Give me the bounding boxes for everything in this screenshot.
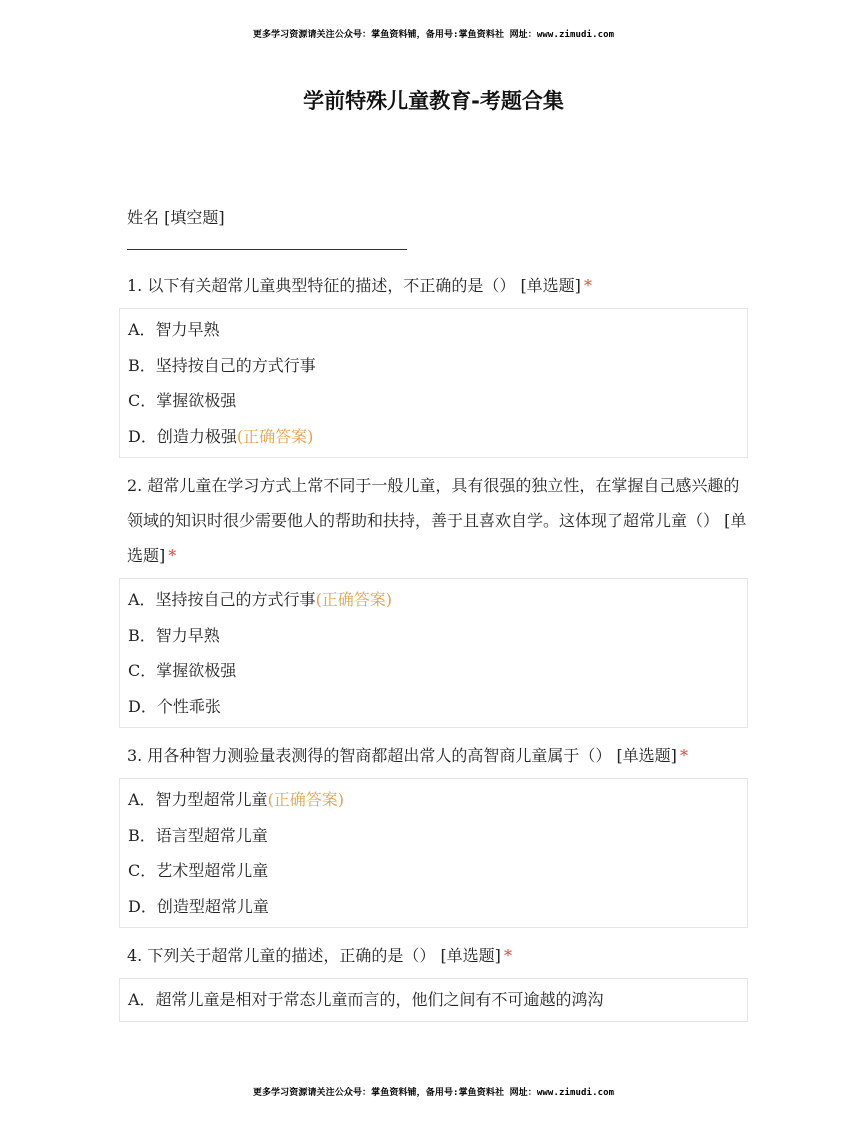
required-mark: *	[503, 946, 512, 965]
question-stem	[127, 738, 747, 773]
question-stem	[127, 938, 747, 973]
correct-answer-tag: (正确答案)	[267, 790, 345, 809]
option-item[interactable]	[128, 582, 739, 618]
option-label: A．智力型超常儿童	[128, 790, 268, 809]
page-title: 学前特殊儿童教育-考题合集	[303, 89, 564, 113]
option-item[interactable]	[128, 348, 739, 384]
options-box	[119, 578, 748, 728]
option-item[interactable]	[128, 782, 739, 818]
option-label: B．坚持按自己的方式行事	[128, 355, 316, 375]
question-stem	[127, 268, 747, 303]
option-item[interactable]	[128, 889, 739, 925]
option-label: C．掌握欲极强	[128, 391, 237, 410]
option-item[interactable]	[128, 653, 739, 689]
required-mark: *	[679, 746, 688, 765]
question-list	[127, 200, 747, 1032]
question-stem	[127, 468, 747, 573]
required-mark: *	[583, 276, 592, 295]
options-box	[119, 778, 748, 928]
name-field-label: 姓名 [填空题]	[127, 208, 225, 227]
option-label: D．创造力极强	[128, 426, 237, 446]
option-label: B．智力早熟	[128, 625, 220, 645]
correct-answer-tag: (正确答案)	[315, 590, 393, 609]
option-item[interactable]	[128, 383, 739, 419]
question-text: 3. 用各种智力测验量表测得的智商都超出常人的高智商儿童属于（） [单选题]	[127, 746, 677, 765]
option-label: A．超常儿童是相对于常态儿童而言的，他们之间有不可逾越的鸿沟	[128, 990, 604, 1009]
option-item[interactable]	[128, 312, 739, 348]
question-text: 1. 以下有关超常儿童典型特征的描述，不正确的是（） [单选题]	[127, 276, 581, 295]
option-label: C．掌握欲极强	[128, 661, 237, 680]
option-item[interactable]	[128, 689, 739, 725]
option-item[interactable]	[128, 618, 739, 654]
option-label: A．智力早熟	[128, 320, 220, 339]
option-item[interactable]	[128, 853, 739, 889]
option-item[interactable]	[128, 982, 739, 1018]
footer-note: 更多学习资源请关注公众号：掌鱼资料铺，备用号:掌鱼资料社 网址：www.zimudi.com	[252, 1088, 615, 1098]
name-answer-line[interactable]	[127, 249, 407, 250]
header-note: 更多学习资源请关注公众号：掌鱼资料铺，备用号:掌鱼资料社 网址：www.zimudi.com	[252, 30, 615, 40]
option-label: A．坚持按自己的方式行事	[128, 590, 316, 609]
option-item[interactable]	[128, 818, 739, 854]
option-label: B．语言型超常儿童	[128, 825, 268, 845]
option-label: D．创造型超常儿童	[128, 896, 269, 916]
option-label: D．个性乖张	[128, 696, 221, 716]
options-box	[119, 978, 748, 1022]
option-label: C．艺术型超常儿童	[128, 861, 269, 880]
options-box	[119, 308, 748, 458]
questions-container	[127, 268, 747, 1022]
correct-answer-tag: (正确答案)	[236, 426, 314, 446]
required-mark: *	[168, 546, 177, 565]
question-text: 2. 超常儿童在学习方式上常不同于一般儿童，具有很强的独立性，在掌握自己感兴趣的领域的知识时很少需要他人的帮助和扶持，善于且喜欢自学。这体现了超常儿童（） [单选题]	[127, 476, 747, 565]
question-text: 4. 下列关于超常儿童的描述，正确的是（） [单选题]	[127, 946, 501, 965]
option-item[interactable]	[128, 419, 739, 455]
